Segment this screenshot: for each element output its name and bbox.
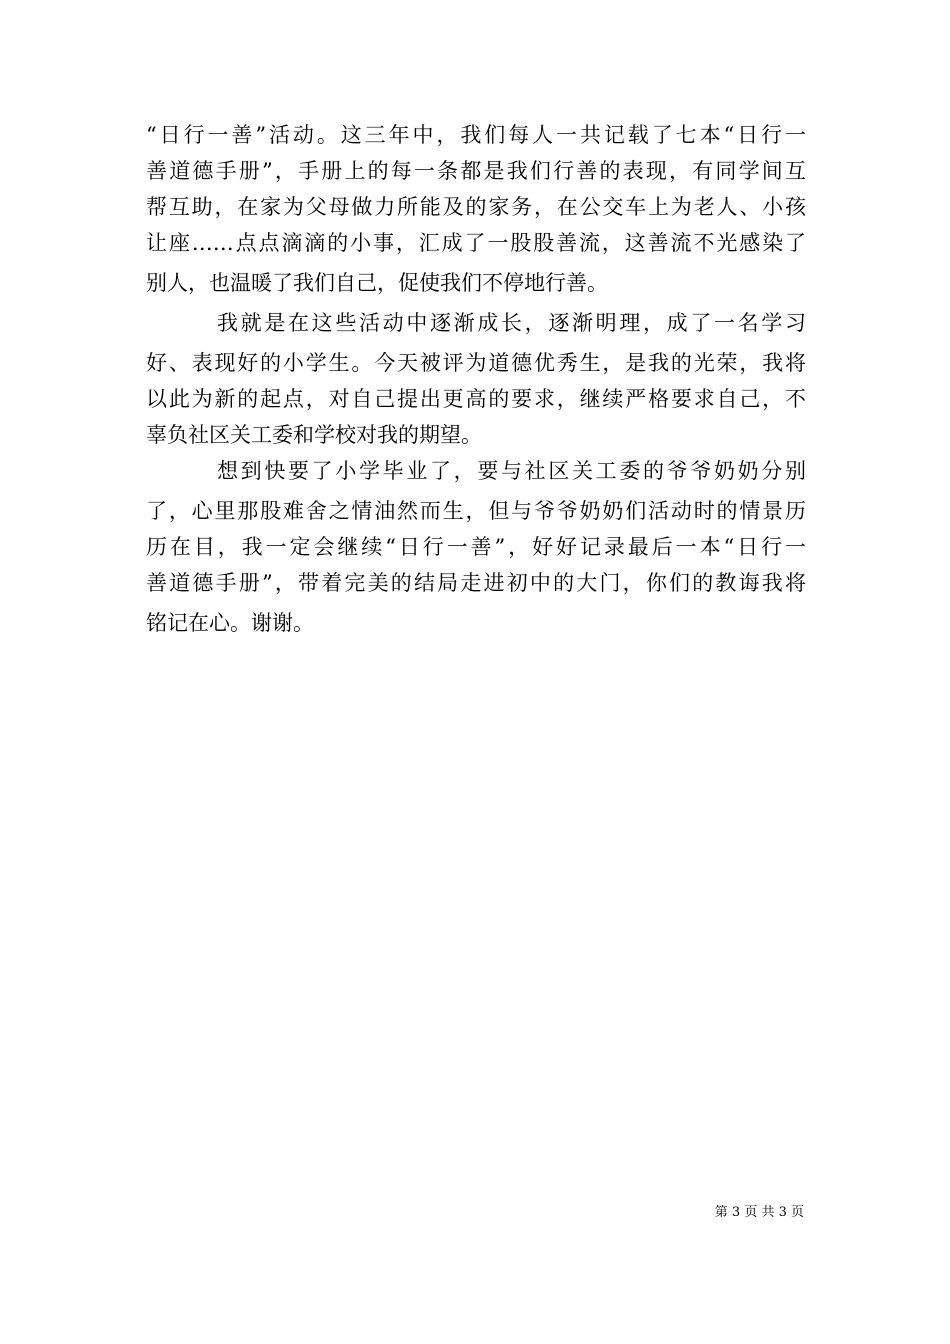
paragraph-3-line-1: 想到快要了小学毕业了，要与社区关工委的爷爷奶奶分别	[146, 459, 806, 483]
paragraph-1-line-4: 让座……点点滴滴的小事，汇成了一股股善流，这善流不光感染了	[146, 231, 806, 255]
paragraph-3-line-2: 了，心里那股难舍之情油然而生，但与爷爷奶奶们活动时的情景历	[146, 499, 806, 523]
paragraph-2-line-1: 我就是在这些活动中逐渐成长，逐渐明理，成了一名学习	[146, 311, 806, 335]
paragraph-2-line-2: 好、表现好的小学生。今天被评为道德优秀生，是我的光荣，我将	[146, 351, 806, 375]
paragraph-2-line-4: 辜负社区关工委和学校对我的期望。	[146, 423, 482, 447]
paragraph-1-line-3: 帮互助，在家为父母做力所能及的家务，在公交车上为老人、小孩	[146, 195, 806, 219]
paragraph-1-line-5: 别人，也温暖了我们自己，促使我们不停地行善。	[146, 271, 608, 295]
paragraph-1-line-2: 善道德手册”，手册上的每一条都是我们行善的表现，有同学间互	[146, 159, 806, 183]
paragraph-3-line-5: 铭记在心。谢谢。	[146, 611, 314, 635]
paragraph-1-line-1: “日行一善”活动。这三年中，我们每人一共记载了七本“日行一	[146, 123, 806, 147]
paragraph-3-line-4: 善道德手册”，带着完美的结局走进初中的大门，你们的教诲我将	[146, 571, 806, 595]
page-number-footer: 第 3 页 共 3 页	[714, 1205, 804, 1220]
paragraph-3-line-3: 历在目，我一定会继续“日行一善”，好好记录最后一本“日行一	[146, 535, 806, 559]
paragraph-2-line-3: 以此为新的起点，对自己提出更高的要求，继续严格要求自己，不	[146, 387, 806, 411]
